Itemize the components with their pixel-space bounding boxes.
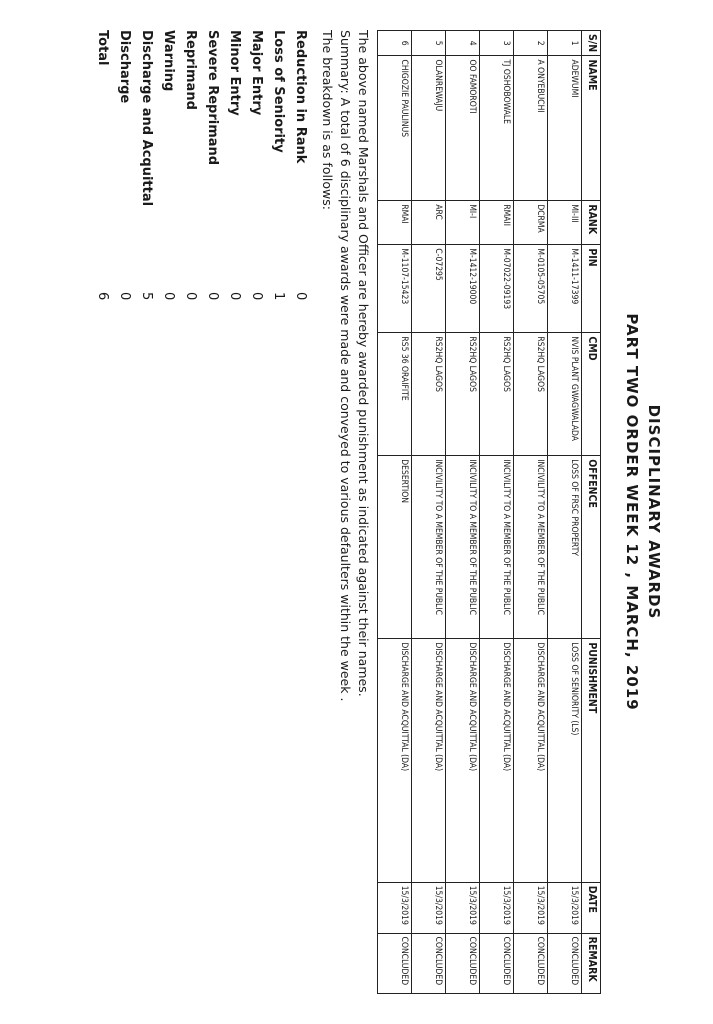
cell-rank: ARC [412,201,446,245]
cell-remark: CONCLUDED [480,933,514,993]
cell-rank: MI-I [446,201,480,245]
cell-sn: 3 [480,31,514,56]
cell-name: CHIGOZIE PAULINUS [378,56,412,201]
cell-name: A ONYEBUCHI [514,56,548,201]
cell-offence: INCIVILITY TO A MEMBER OF THE PUBLIC [446,456,480,639]
breakdown-item [264,30,286,350]
breakdown-label: Reprimand [183,30,198,110]
table-row [446,31,480,994]
cell-sn: 1 [548,31,582,56]
breakdown-label: Warning [161,30,176,92]
cell-pin: M-1412-19000 [446,245,480,333]
breakdown-label: Discharge and Acquittal [139,30,154,207]
cell-punishment: DISCHARGE AND ACQUITTAL (DA) [480,639,514,882]
cell-name: ADEWUMI [548,56,582,201]
disciplinary-awards-table [377,30,601,994]
breakdown-count: 0 [293,292,308,301]
cell-pin: M-07022-09193 [480,245,514,333]
cell-cmd: RS2HQ LAGOS [446,333,480,456]
table-row [378,31,412,994]
cell-date: 15/3/2019 [412,882,446,933]
cell-punishment: DISCHARGE AND ACQUITTAL (DA) [446,639,480,882]
breakdown-item [154,30,176,350]
breakdown-item [198,30,220,350]
cell-date: 15/3/2019 [378,882,412,933]
breakdown-intro: The breakdown is as follows: [320,30,335,211]
cell-punishment: LOSS OF SENIORITY (LS) [548,639,582,882]
breakdown-label: Loss of Seniority [271,30,286,153]
cell-punishment: DISCHARGE AND ACQUITTAL (DA) [514,639,548,882]
breakdown-count: 6 [95,292,110,301]
header-punishment: PUNISHMENT [582,639,601,882]
breakdown-item [132,30,154,350]
cell-date: 15/3/2019 [548,882,582,933]
breakdown-list [88,30,308,350]
cell-offence: INCIVILITY TO A MEMBER OF THE PUBLIC [480,456,514,639]
breakdown-label: Reduction in Rank [293,30,308,164]
header-date: DATE [582,882,601,933]
document-title: DISCIPLINARY AWARDS [645,404,663,620]
breakdown-count: 0 [205,292,220,301]
header-offence: OFFENCE [582,456,601,639]
cell-remark: CONCLUDED [446,933,480,993]
cell-date: 15/3/2019 [514,882,548,933]
breakdown-count: 0 [183,292,198,301]
cell-remark: CONCLUDED [514,933,548,993]
cell-remark: CONCLUDED [412,933,446,993]
breakdown-label: Major Entry [249,30,264,116]
table-header-row [582,31,601,994]
cell-remark: CONCLUDED [548,933,582,993]
breakdown-item [286,30,308,350]
document-subtitle: PART TWO ORDER WEEK 12 , MARCH, 2019 [623,313,641,711]
table-row [480,31,514,994]
cell-offence: DESERTION [378,456,412,639]
cell-pin: M-1107-15423 [378,245,412,333]
cell-offence: LOSS OF FRSC PROPERTY [548,456,582,639]
cell-cmd: RS2HQ LAGOS [480,333,514,456]
breakdown-item [110,30,132,350]
breakdown-total [88,30,110,350]
cell-rank: RMAII [480,201,514,245]
header-pin: PIN [582,245,601,333]
cell-cmd: RS5 36 ORAIFITE [378,333,412,456]
cell-cmd: NVIS PLANT GWAGWALADA [548,333,582,456]
table-row [514,31,548,994]
cell-pin: C-07295 [412,245,446,333]
cell-date: 15/3/2019 [446,882,480,933]
breakdown-label: Severe Reprimand [205,30,220,166]
cell-sn: 6 [378,31,412,56]
header-rank: RANK [582,201,601,245]
cell-rank: DCRMA [514,201,548,245]
cell-rank: MI-III [548,201,582,245]
cell-sn: 2 [514,31,548,56]
cell-punishment: DISCHARGE AND ACQUITTAL (DA) [378,639,412,882]
cell-date: 15/3/2019 [480,882,514,933]
breakdown-count: 0 [117,292,132,301]
breakdown-item [242,30,264,350]
cell-punishment: DISCHARGE AND ACQUITTAL (DA) [412,639,446,882]
cell-pin: M-0105-05705 [514,245,548,333]
cell-rank: RMAI [378,201,412,245]
cell-name: OO FAMOROTI [446,56,480,201]
breakdown-count: 5 [139,292,154,301]
breakdown-count: 0 [249,292,264,301]
cell-pin: M-1411-17399 [548,245,582,333]
breakdown-label: Discharge [117,30,132,104]
header-cmd: CMD [582,333,601,456]
breakdown-label: Minor Entry [227,30,242,116]
table-row [412,31,446,994]
breakdown-count: 0 [161,292,176,301]
header-name: NAME [582,56,601,201]
cell-offence: INCIVILITY TO A MEMBER OF THE PUBLIC [412,456,446,639]
awards-statement: The above named Marshals and Officer are hereby awarded punishment as indicated against their names. [356,30,371,697]
breakdown-label: Total [95,30,110,66]
cell-name: TJ OSHOBOWALE [480,56,514,201]
cell-remark: CONCLUDED [378,933,412,993]
header-remark: REMARK [582,933,601,993]
cell-sn: 5 [412,31,446,56]
cell-sn: 4 [446,31,480,56]
breakdown-item [176,30,198,350]
breakdown-item [220,30,242,350]
cell-offence: INCIVILITY TO A MEMBER OF THE PUBLIC [514,456,548,639]
breakdown-count: 1 [271,292,286,301]
cell-name: OLANREWAJU [412,56,446,201]
header-sn: S/N [582,31,601,56]
cell-cmd: RS2HQ LAGOS [514,333,548,456]
awards-summary: Summary: A total of 6 disciplinary awards were made and conveyed to various defaulters within the week . [338,30,353,702]
cell-cmd: RS2HQ LAGOS [412,333,446,456]
breakdown-count: 0 [227,292,242,301]
table-row [548,31,582,994]
